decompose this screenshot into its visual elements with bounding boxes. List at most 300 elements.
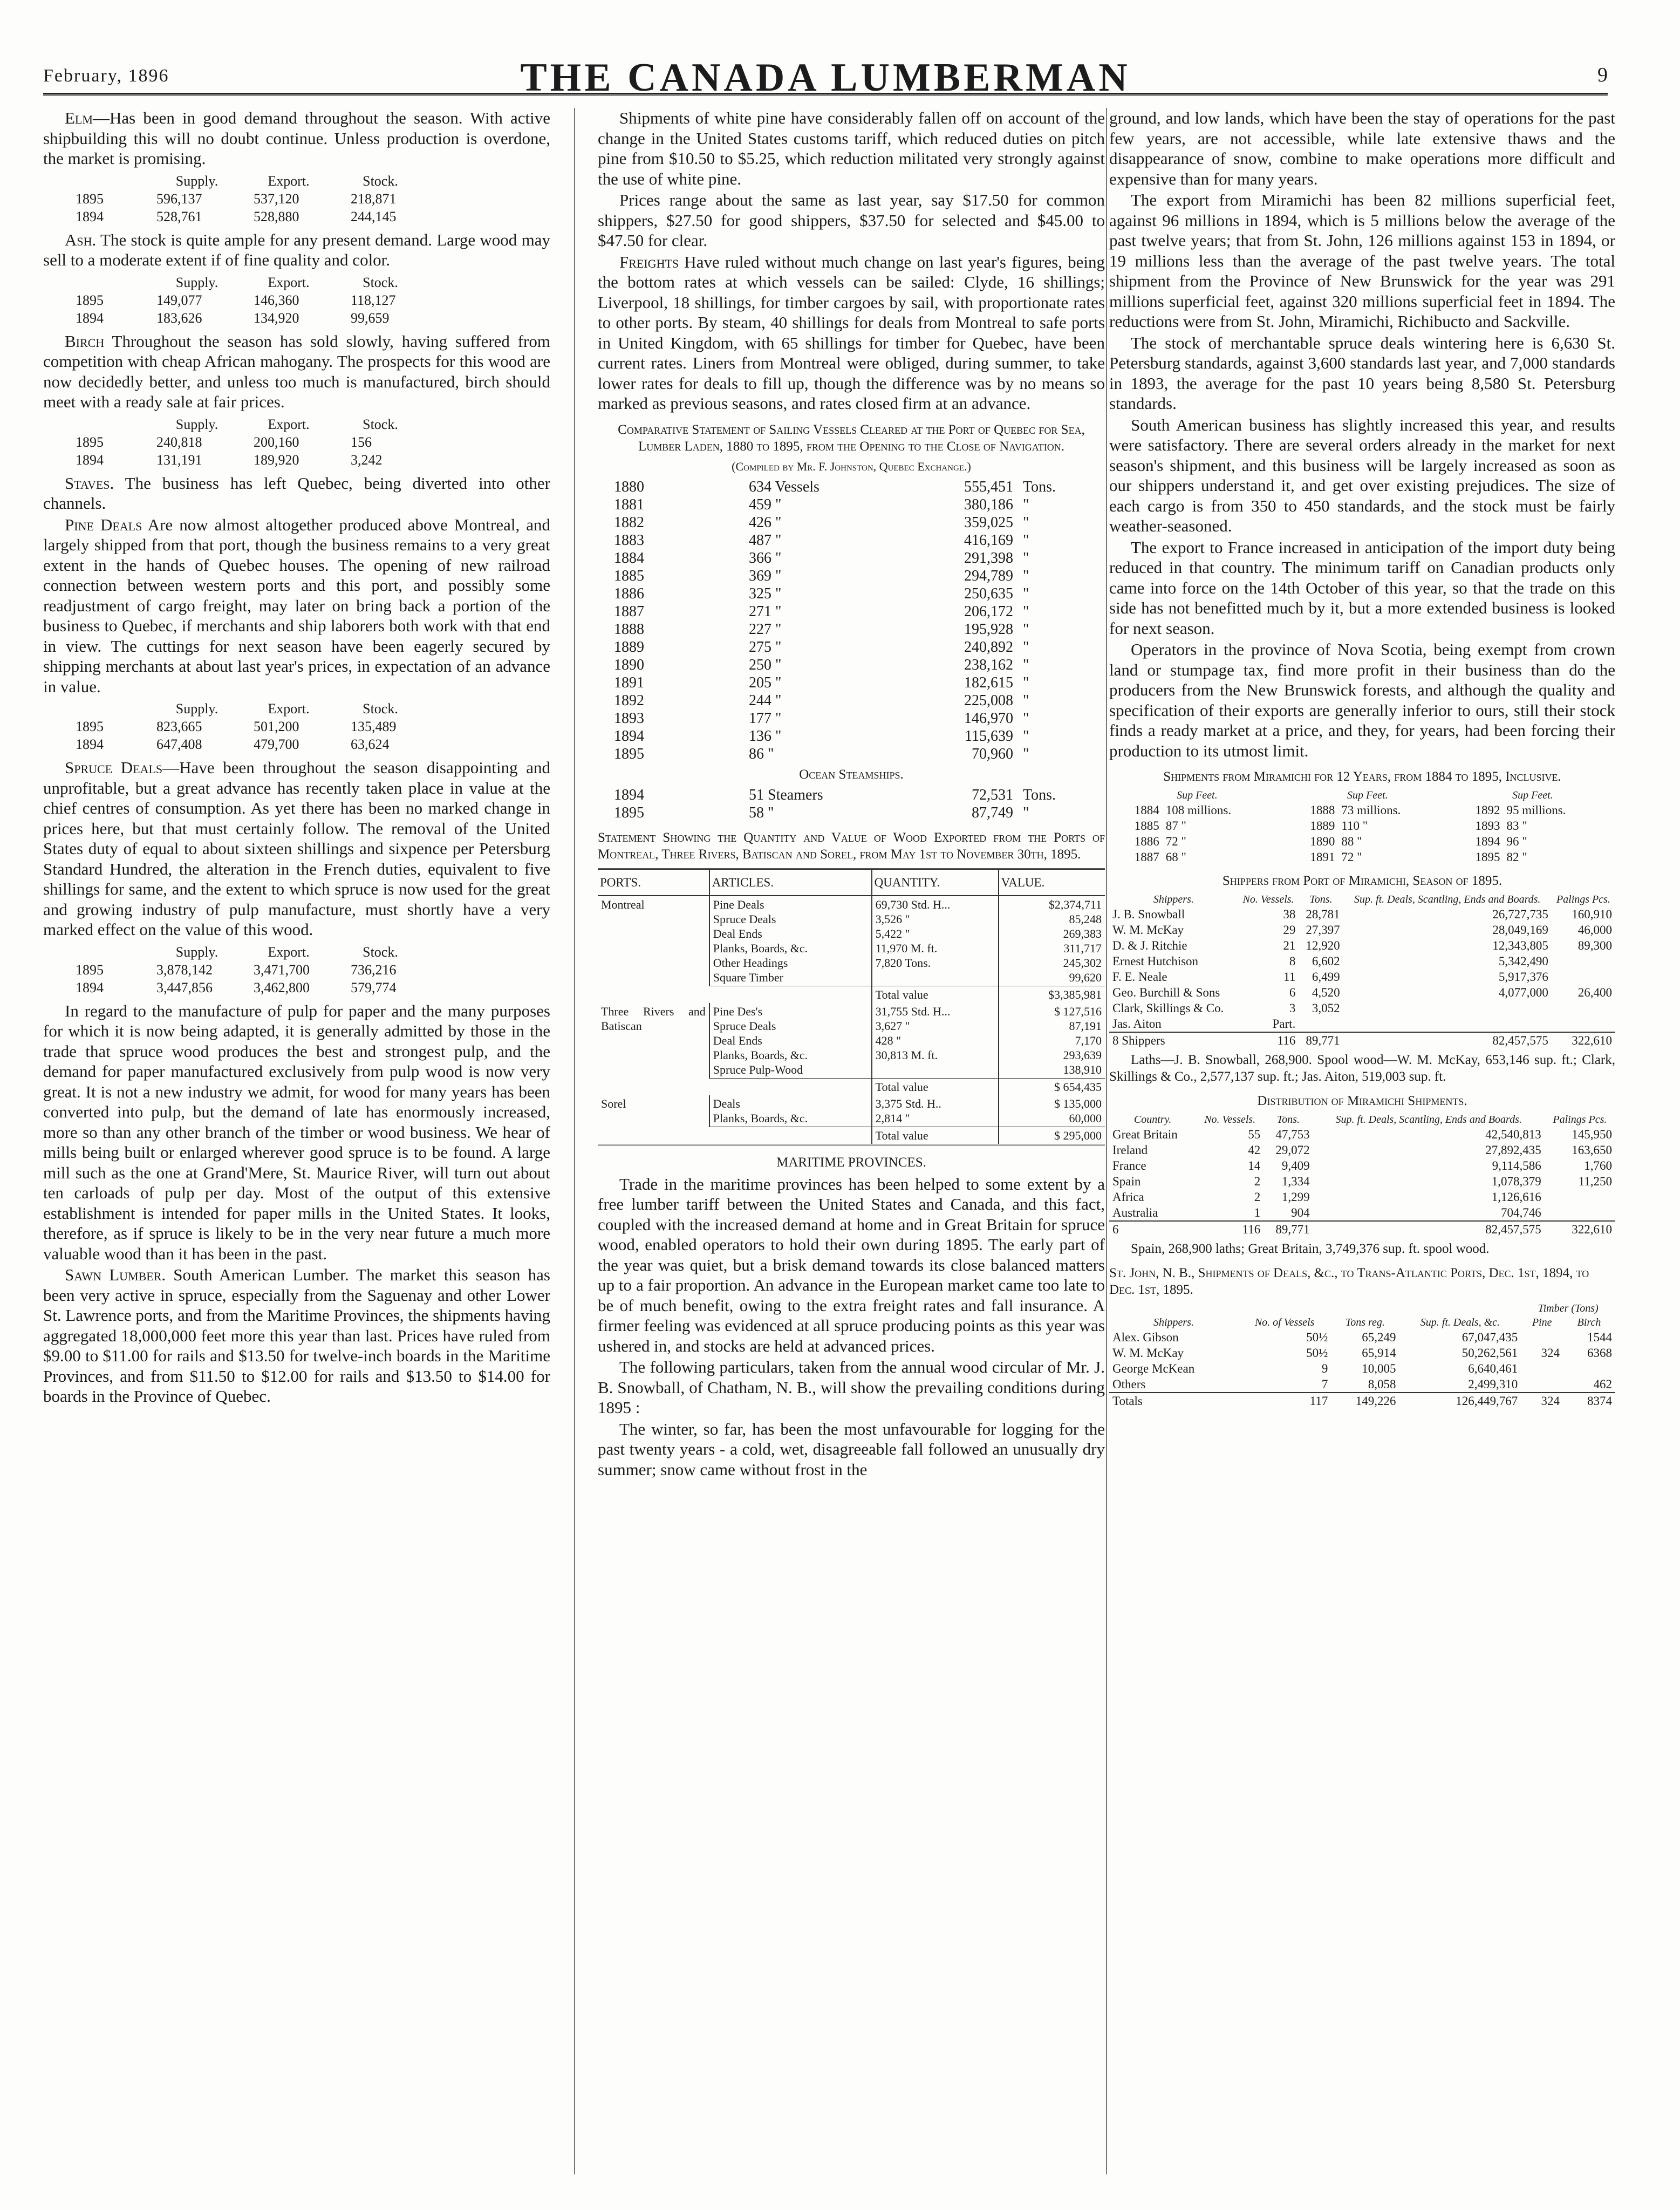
table-cell: 67,047,435 <box>1462 1331 1518 1344</box>
total-cell: 117 <box>1238 1393 1331 1409</box>
vessel-cell: 416,169 <box>964 531 1013 549</box>
port-row <box>598 1095 1105 1127</box>
total-row <box>1109 1032 1615 1048</box>
port-articles <box>709 1095 872 1127</box>
stat-value: 244,145 <box>351 208 397 224</box>
stat-col-label: Export. <box>268 944 310 960</box>
stat-header <box>43 172 550 190</box>
stat-year: 1895 <box>76 961 104 978</box>
year-cell: 1886 <box>1134 835 1159 848</box>
year-cell: 95 millions. <box>1506 803 1566 817</box>
vessel-cell: 294,789 <box>964 567 1013 584</box>
port-quantities <box>872 1095 999 1127</box>
table-cell: 42,540,813 <box>1485 1128 1541 1141</box>
stat-value: 501,200 <box>254 719 299 734</box>
spruce-deals-paragraph: Spruce Deals—Have been throughout the season disappointing and unprofitable, but a great advance has recently taken place in value at the chief centres of consumption. As yet there has been no marked change in prices here, but that must certainly follow. The removal of the United States duty of equal to about sixteen shillings and sixpence per Petersburg Standard Hundred, the alteration in the French duties, equivalent to five shillings for same, and the extent to which spruce is now used for the great and growing industry of pulp manufacture, must shortly have a very marked effect on the value of this wood. <box>43 758 550 939</box>
col-header: Palings Pcs. <box>1556 893 1610 905</box>
quantity-item: 3,627 " <box>875 1019 910 1033</box>
table-row <box>1109 1000 1615 1016</box>
vessel-cell: Tons. <box>1023 478 1056 495</box>
table-row <box>1109 953 1615 969</box>
vessel-cell: 1890 <box>614 656 644 673</box>
table-cell: 704,746 <box>1501 1206 1541 1219</box>
stat-value: 240,818 <box>156 434 202 450</box>
vessel-cell: 182,615 <box>964 674 1013 691</box>
total-value: $3,385,981 <box>999 986 1105 1003</box>
table-cell <box>1552 953 1615 969</box>
table-cell: 160,910 <box>1572 908 1612 921</box>
table-cell <box>1563 1361 1615 1376</box>
table-cell: Geo. Burchill & Sons <box>1112 986 1220 999</box>
vessel-row <box>598 514 1105 531</box>
col-header-quantity: QUANTITY. <box>872 869 999 896</box>
vessel-cell: Tons. <box>1023 786 1056 803</box>
sailing-vessels-list <box>598 478 1105 763</box>
vessel-cell: 227 " <box>749 620 782 638</box>
table-cell: 462 <box>1593 1377 1612 1391</box>
vessel-cell: " <box>1023 727 1029 745</box>
vessel-cell: 136 " <box>749 727 782 745</box>
total-label: Total value <box>872 1127 999 1144</box>
timber-tons-header: Timber (Tons) <box>1538 1302 1599 1314</box>
year-row <box>1109 849 1615 865</box>
article-item: Pine Deals <box>713 897 764 911</box>
table-row <box>1109 985 1615 1000</box>
table-cell: 1544 <box>1587 1331 1612 1344</box>
table-cell <box>1299 1016 1343 1032</box>
vessel-cell: 1887 <box>614 603 644 620</box>
stat-value: 528,761 <box>156 208 202 224</box>
table-cell: 3 <box>1289 1001 1296 1015</box>
article-item: Spruce Pulp-Wood <box>713 1062 803 1076</box>
vessel-cell: 1895 <box>614 804 644 821</box>
vessel-cell: " <box>1023 514 1029 531</box>
table-cell: 11 <box>1283 970 1296 984</box>
table-cell: 29,072 <box>1275 1143 1310 1157</box>
table-cell: 26,727,735 <box>1492 908 1548 921</box>
maritime-caption: MARITIME PROVINCES. <box>776 1155 926 1170</box>
vessel-cell: 244 " <box>749 692 782 709</box>
value-item: 293,639 <box>1063 1048 1102 1062</box>
table-cell: 12,343,805 <box>1492 939 1548 952</box>
stat-col-label: Stock. <box>363 701 398 717</box>
total-cell: 126,449,767 <box>1399 1393 1521 1409</box>
table-cell: 904 <box>1291 1206 1310 1219</box>
quantity-item: 2,814 " <box>875 1111 910 1125</box>
table-cell: Australia <box>1112 1206 1158 1219</box>
port-row <box>598 896 1105 986</box>
vessel-cell: " <box>1023 567 1029 584</box>
table-cell: 14 <box>1248 1159 1261 1172</box>
sawn-lumber-paragraph: Sawn Lumber. South American Lumber. The market this season has been very active in spruce, especially from the Saguenay and other Lower St. Lawrence ports, and from the Maritime Provinces, the shipments having aggregated 18,000,000 feet more this year than last. Prices have ruled from $9.00 to $11.00 for rails and $13.50 for twelve-inch boards in the Maritime Provinces, and from $11.50 to $12.00 for rails and $13.50 to $14.00 for boards in the Province of Quebec. <box>43 1265 550 1406</box>
table-row <box>1109 1158 1615 1174</box>
vessel-cell: 366 " <box>749 549 782 567</box>
table-cell: Clark, Skillings & Co. <box>1112 1001 1224 1015</box>
st-john-table <box>1109 1301 1615 1409</box>
pulp-paragraph: In regard to the manufacture of pulp for paper and the many purposes for which it is now being adapted, it is generally admitted by those in the trade that spruce wood produces the best and strongest pulp, and the demand for paper manufactured exclusively from pulp wood is now very great. It is not a new industry we admit, for wood for many years has been converted into pulp, but the demand of late has enormously increased, more so than any other branch of the timber or wood business. We hear of mills being built or enlarged wherever good spruce is to be found. A large mill such as the one at Grand'Mere, St. Maurice River, will turn out about ten carloads of pulp per day. Most of the output of this extensive establishment is intended for paper mills in the United States. It looks, therefore, as if spruce is likely to be in the very near future a much more valuable wood than it has been in the past. <box>43 1001 550 1263</box>
table-cell: 12,920 <box>1306 939 1340 952</box>
value-item: $2,374,711 <box>1048 897 1102 911</box>
year-cell: 1895 <box>1475 850 1500 864</box>
stat-year: 1895 <box>76 292 104 308</box>
vessel-row <box>598 478 1105 496</box>
total-cell: 116 <box>1238 1032 1299 1048</box>
ash-paragraph: Ash. The stock is quite ample for any present demand. Large wood may sell to a moderate extent if of fine quality and color. <box>43 230 550 269</box>
vessel-row <box>598 727 1105 745</box>
vessel-cell: 369 " <box>749 567 782 584</box>
newspaper-title: THE CANADA LUMBERMAN <box>520 56 1131 100</box>
vessel-cell: " <box>1023 674 1029 691</box>
table-cell: 6,602 <box>1312 954 1340 968</box>
vessel-row <box>598 786 1105 804</box>
table-cell: 7 <box>1321 1377 1328 1391</box>
table-cell: 50,262,561 <box>1462 1346 1518 1360</box>
table-cell: 2 <box>1254 1190 1261 1204</box>
value-item: 99,620 <box>1069 970 1102 984</box>
year-cell: 108 millions. <box>1165 803 1232 817</box>
vessel-cell: " <box>1023 692 1029 709</box>
table-cell: 4,077,000 <box>1498 986 1548 999</box>
table-cell <box>1552 1000 1615 1016</box>
vessel-cell: 325 " <box>749 585 782 602</box>
south-american-paragraph: South American business has slightly increased this year, and results were satisfactory. There are several orders already in the market for next season's shipment, and this business will be largely increased as soon as our shippers understand it, and get over existing prejudices. The size of each cargo is from 350 to 450 standards, and the stock must be fairly weather-seasoned. <box>1109 415 1615 535</box>
table-cell: 28,781 <box>1306 908 1340 921</box>
total-cell: 82,457,575 <box>1343 1032 1552 1048</box>
col-header-ports: PORTS. <box>598 869 709 896</box>
col-header: Palings Pcs. <box>1553 1114 1607 1126</box>
compiled-by: (Compiled by Mr. F. Johnston, Quebec Exchange.) <box>732 459 971 473</box>
table-row <box>1109 1329 1615 1345</box>
table-row <box>1109 906 1615 922</box>
port-articles <box>709 1003 872 1079</box>
year-cell: 72 " <box>1341 850 1362 864</box>
vessel-cell: 426 " <box>749 514 782 531</box>
vessel-row <box>598 674 1105 692</box>
table-cell: 2,499,310 <box>1468 1377 1518 1391</box>
table-cell: 1 <box>1254 1206 1261 1219</box>
vessel-row <box>598 549 1105 567</box>
stat-value: 183,626 <box>156 310 202 326</box>
table-cell: 9 <box>1321 1362 1328 1375</box>
stat-header <box>43 274 550 291</box>
article-item: Spruce Deals <box>713 912 776 926</box>
masthead-rule <box>43 93 1608 96</box>
vessel-cell: 1893 <box>614 710 644 727</box>
port-values <box>999 896 1105 986</box>
table-cell: 65,914 <box>1362 1346 1396 1360</box>
value-item: $ 135,000 <box>1054 1096 1102 1110</box>
total-cell: 322,610 <box>1545 1221 1615 1237</box>
vessel-row <box>598 585 1105 603</box>
year-cell: 73 millions. <box>1341 803 1401 817</box>
value-item: 60,000 <box>1069 1111 1102 1125</box>
year-row <box>1109 802 1615 818</box>
vessel-cell: 1892 <box>614 692 644 709</box>
stat-col-label: Supply. <box>175 416 218 432</box>
year-cell: 1888 <box>1310 803 1335 817</box>
stat-row <box>43 309 550 327</box>
table-cell: Alex. Gibson <box>1112 1331 1179 1344</box>
vessel-cell: " <box>1023 549 1029 567</box>
vessel-cell: 115,639 <box>965 727 1013 745</box>
table-cell: Part. <box>1272 1017 1296 1031</box>
stat-value: 135,489 <box>351 719 397 734</box>
table-row <box>1109 1345 1615 1361</box>
table-row <box>1109 1205 1615 1221</box>
year-cell: 88 " <box>1341 835 1362 848</box>
vessel-row <box>598 638 1105 656</box>
vessel-cell: 459 " <box>749 496 782 513</box>
vessel-cell: " <box>1023 620 1029 638</box>
table-cell: 50½ <box>1306 1346 1328 1360</box>
port-articles <box>709 896 872 986</box>
table-cell: 6 <box>1289 986 1296 999</box>
vessel-row <box>598 603 1105 620</box>
total-cell: 89,771 <box>1299 1032 1343 1048</box>
total-cell: 8 Shippers <box>1109 1032 1238 1048</box>
table-row <box>1109 969 1615 985</box>
vessel-cell: " <box>1023 804 1029 821</box>
stat-year: 1894 <box>76 736 104 752</box>
table-cell: George McKean <box>1112 1362 1195 1375</box>
table-cell <box>1545 1205 1615 1221</box>
stat-value: 3,447,856 <box>156 979 213 995</box>
ocean-steamships-caption: Ocean Steamships. <box>799 767 904 782</box>
vessel-cell: 70,960 <box>972 745 1013 762</box>
stat-value: 3,242 <box>351 452 383 468</box>
quantity-item: 31,755 Std. H... <box>875 1004 951 1018</box>
article-item: Spruce Deals <box>713 1019 776 1033</box>
spruce-deals-stats <box>43 943 550 997</box>
table-cell: D. & J. Ritchie <box>1112 939 1187 952</box>
table-cell: 1,126,616 <box>1491 1190 1541 1204</box>
vessel-cell: 177 " <box>749 710 782 727</box>
issue-date: February, 1896 <box>43 66 169 86</box>
year-row <box>1109 834 1615 849</box>
stat-value: 118,127 <box>351 292 396 308</box>
stat-row <box>43 735 550 753</box>
col-header: Country. <box>1133 1114 1172 1126</box>
total-cell: 89,771 <box>1264 1221 1313 1237</box>
vessel-cell: 1884 <box>614 549 644 567</box>
stat-year: 1894 <box>76 979 104 995</box>
table-cell <box>1521 1329 1563 1345</box>
vessel-cell: 1885 <box>614 567 644 584</box>
stat-value: 3,471,700 <box>254 961 310 978</box>
laths-note: Laths—J. B. Snowball, 268,900. Spool wood—W. M. McKay, 653,146 sup. ft.; Clark, Skillings & Co., 2,577,137 sup. ft.; Jas. Aiton, 519,003 sup. ft. <box>1109 1053 1615 1084</box>
col-header-value: VALUE. <box>999 869 1105 896</box>
year-cell: 68 " <box>1165 850 1186 864</box>
article-item: Deal Ends <box>713 926 762 940</box>
quantity-item: 7,820 Tons. <box>875 956 931 970</box>
year-cell: 1890 <box>1310 835 1335 848</box>
stat-value: 537,120 <box>254 190 299 207</box>
stat-value: 647,408 <box>156 736 202 752</box>
spain-note: Spain, 268,900 laths; Great Britain, 3,749,376 sup. ft. spool wood. <box>1131 1242 1490 1256</box>
col-header: No. of Vessels <box>1254 1317 1315 1328</box>
col-header-articles: ARTICLES. <box>709 869 872 896</box>
stat-year: 1895 <box>76 190 104 207</box>
year-cell: 1891 <box>1310 850 1335 864</box>
total-cell: 116 <box>1196 1221 1264 1237</box>
stat-col-label: Export. <box>268 173 310 189</box>
stat-col-label: Stock. <box>363 944 398 960</box>
stat-value: 146,360 <box>254 292 299 308</box>
table-row <box>1109 938 1615 953</box>
vessel-cell: 1880 <box>614 478 644 495</box>
vessel-cell: 1894 <box>614 727 644 745</box>
stock-paragraph: The stock of merchantable spruce deals wintering here is 6,630 St. Petersburg standards, against 3,600 standards last year, and 7,000 standards in 1893, the average for the past 10 years being 8,580 St. Petersburg standards. <box>1109 333 1615 413</box>
vessel-row <box>598 496 1105 514</box>
vessel-cell: 238,162 <box>964 656 1013 673</box>
vessel-cell: 72,531 <box>972 786 1013 803</box>
table-cell: 324 <box>1541 1346 1560 1360</box>
vessel-cell: 487 " <box>749 531 782 549</box>
export-paragraph: The export from Miramichi has been 82 millions superficial feet, against 96 millions in 1894, which is 5 millions below the average of the past twelve years; that from St. John, 126 millions against 153 in 1894, or 19 millions less than the average of the past twelve years. The total shipment from the Province of New Brunswick for the year was 291 millions superficial feet, against 320 millions superficial feet in 1894. The reductions were from St. John, Miramichi, Richibucto and Sackville. <box>1109 190 1615 331</box>
vessel-cell: 1891 <box>614 674 644 691</box>
stat-year: 1894 <box>76 208 104 224</box>
table-cell: 1,299 <box>1281 1190 1310 1204</box>
stat-col-label: Supply. <box>175 944 218 960</box>
ash-stats <box>43 274 550 327</box>
year-cell: 1892 <box>1475 803 1500 817</box>
pine-deals-stats <box>43 700 550 753</box>
stat-year: 1894 <box>76 452 104 468</box>
ground-paragraph: ground, and low lands, which have been the stay of operations for the past few years, are not accessible, while late extensive thaws and the disappearance of snow, combine to make operations more difficult and expensive than for many years. <box>1109 108 1615 188</box>
table-row <box>1109 1174 1615 1189</box>
table-cell: 3,052 <box>1312 1001 1340 1015</box>
vessel-cell: 86 " <box>749 745 774 762</box>
col-header: No. Vessels. <box>1242 893 1294 905</box>
vessel-cell: 1888 <box>614 620 644 638</box>
year-cell: 1894 <box>1475 835 1500 848</box>
year-cell: 72 " <box>1165 835 1186 848</box>
table-cell: Ernest Hutchison <box>1112 954 1199 968</box>
stat-col-label: Supply. <box>175 701 218 717</box>
sailing-vessels-caption: Comparative Statement of Sailing Vessels Cleared at the Port of Quebec for Sea, Lumber Laden, 1880 to 1895, from the Opening to the Close of Navigation. <box>618 422 1085 454</box>
article-item: Other Headings <box>713 956 788 970</box>
quantity-item: 30,813 M. ft. <box>875 1048 938 1062</box>
stat-col-label: Supply. <box>175 173 218 189</box>
table-cell: 1,760 <box>1584 1159 1612 1172</box>
table-cell: 8,058 <box>1368 1377 1396 1391</box>
white-pine-paragraph: Shipments of white pine have considerably fallen off on account of the change in the United States customs tariff, which reduced duties on pitch pine from $10.50 to $5.25, which reduction militated very strongly against the use of white pine. <box>598 108 1105 188</box>
table-cell: J. B. Snowball <box>1112 908 1185 921</box>
stat-header <box>43 943 550 961</box>
col-header: Pine <box>1532 1317 1552 1328</box>
total-label: Total value <box>872 986 999 1003</box>
table-cell: Great Britain <box>1112 1128 1178 1141</box>
stat-value: 528,880 <box>254 208 299 224</box>
col-header: No. Vessels. <box>1204 1114 1256 1126</box>
stat-value: 823,665 <box>156 719 202 734</box>
column-divider <box>1106 108 1107 2174</box>
stat-row <box>43 718 550 735</box>
vessel-row <box>598 692 1105 710</box>
quantity-item: 428 " <box>875 1033 902 1047</box>
stat-header <box>43 415 550 433</box>
vessel-cell: 271 " <box>749 603 782 620</box>
year-cell: 1889 <box>1310 819 1335 833</box>
year-cell: 87 " <box>1165 819 1186 833</box>
stat-year: 1895 <box>76 434 104 450</box>
table-row <box>1109 1376 1615 1393</box>
value-item: 269,383 <box>1063 926 1102 940</box>
shippers-caption: Shippers from Port of Miramichi, Season of 1895. <box>1222 874 1503 888</box>
vessel-cell: " <box>1023 585 1029 602</box>
year-cell: 1893 <box>1475 819 1500 833</box>
table-cell: 28,049,169 <box>1492 923 1548 937</box>
table-cell: 50½ <box>1306 1331 1328 1344</box>
vessel-row <box>598 745 1105 763</box>
article-item: Deal Ends <box>713 1033 762 1047</box>
value-item: 311,717 <box>1063 941 1102 955</box>
article-item: Planks, Boards, &c. <box>713 941 808 955</box>
stat-value: 131,191 <box>156 452 202 468</box>
table-cell: 65,249 <box>1362 1331 1396 1344</box>
stat-year: 1895 <box>76 719 104 734</box>
total-cell: 322,610 <box>1552 1032 1615 1048</box>
wood-export-caption: Statement Showing the Quantity and Value of Wood Exported from the Ports of Montreal, Three Rivers, Batiscan and Sorel, from May 1st to November 30th, 1895. <box>598 830 1105 862</box>
elm-stats <box>43 172 550 226</box>
table-cell: 11,250 <box>1578 1175 1612 1188</box>
vessel-cell: 1886 <box>614 585 644 602</box>
port-values <box>999 1095 1105 1127</box>
vessel-row <box>598 804 1105 822</box>
stat-header <box>43 700 550 718</box>
table-cell: Africa <box>1112 1190 1144 1204</box>
vessel-cell: 206,172 <box>964 603 1013 620</box>
total-row <box>1109 1393 1615 1409</box>
vessel-cell: " <box>1023 531 1029 549</box>
vessel-cell: 205 " <box>749 674 782 691</box>
stat-value: 149,077 <box>156 292 202 308</box>
vessel-cell: 1882 <box>614 514 644 531</box>
vessel-cell: 225,008 <box>964 692 1013 709</box>
stat-col-label: Supply. <box>175 274 218 290</box>
column-divider <box>574 108 575 2174</box>
table-cell: France <box>1112 1159 1146 1172</box>
maritime-paragraph-1: Trade in the maritime provinces has been helped to some extent by a free lumber tariff between the United States and Canada, and this fact, coupled with the increased demand at home and in Great Britain for spruce wood, enabled operators to hold their own during 1895. The early part of the year was quiet, but a brisk demand towards its close balanced matters up to a fair proportion. An advance in the European market came too late to be of much benefit, owing to the extra freight rates and fall insurance. A firmer feeling was evidenced at all spruce producing points as this year was ushered in, and stocks are held at advanced prices. <box>598 1174 1105 1355</box>
port-name: Montreal <box>601 897 645 911</box>
table-row <box>1109 1016 1615 1032</box>
table-cell: 2 <box>1254 1175 1261 1188</box>
col-header: Shippers. <box>1153 1317 1194 1328</box>
stat-value: 156 <box>351 434 372 450</box>
vessel-row <box>598 531 1105 549</box>
table-cell: F. E. Neale <box>1112 970 1167 984</box>
table-cell: 1,334 <box>1281 1175 1310 1188</box>
article-item: Planks, Boards, &c. <box>713 1111 808 1125</box>
port-quantities <box>872 896 999 986</box>
total-cell: 82,457,575 <box>1313 1221 1545 1237</box>
quantity-item: 3,526 " <box>875 912 910 926</box>
masthead <box>43 39 1608 100</box>
table-cell: 21 <box>1283 939 1296 952</box>
total-cell: 6 <box>1109 1221 1196 1237</box>
article-item: Square Timber <box>713 970 783 984</box>
stat-value: 579,774 <box>351 979 397 995</box>
port-name: Sorel <box>601 1096 626 1110</box>
port-row <box>598 1003 1105 1079</box>
stat-row <box>43 961 550 979</box>
table-row <box>1109 1189 1615 1205</box>
stat-value: 3,462,800 <box>254 979 310 995</box>
vessel-cell: " <box>1023 638 1029 656</box>
table-cell: W. M. McKay <box>1112 923 1184 937</box>
miramichi-12-years-table: Sup Feet. Sup Feet. Sup Feet. 1884 108 millions. 1888 73 millions. 1892 95 millions. 1885 87 " 1889 110 " 1893 83 " 1886 72 " 1890 88 " 1894 96 " 1887 68 " 1891 72 " 1895 82 " <box>1109 788 1615 865</box>
value-item: 87,191 <box>1069 1019 1102 1033</box>
